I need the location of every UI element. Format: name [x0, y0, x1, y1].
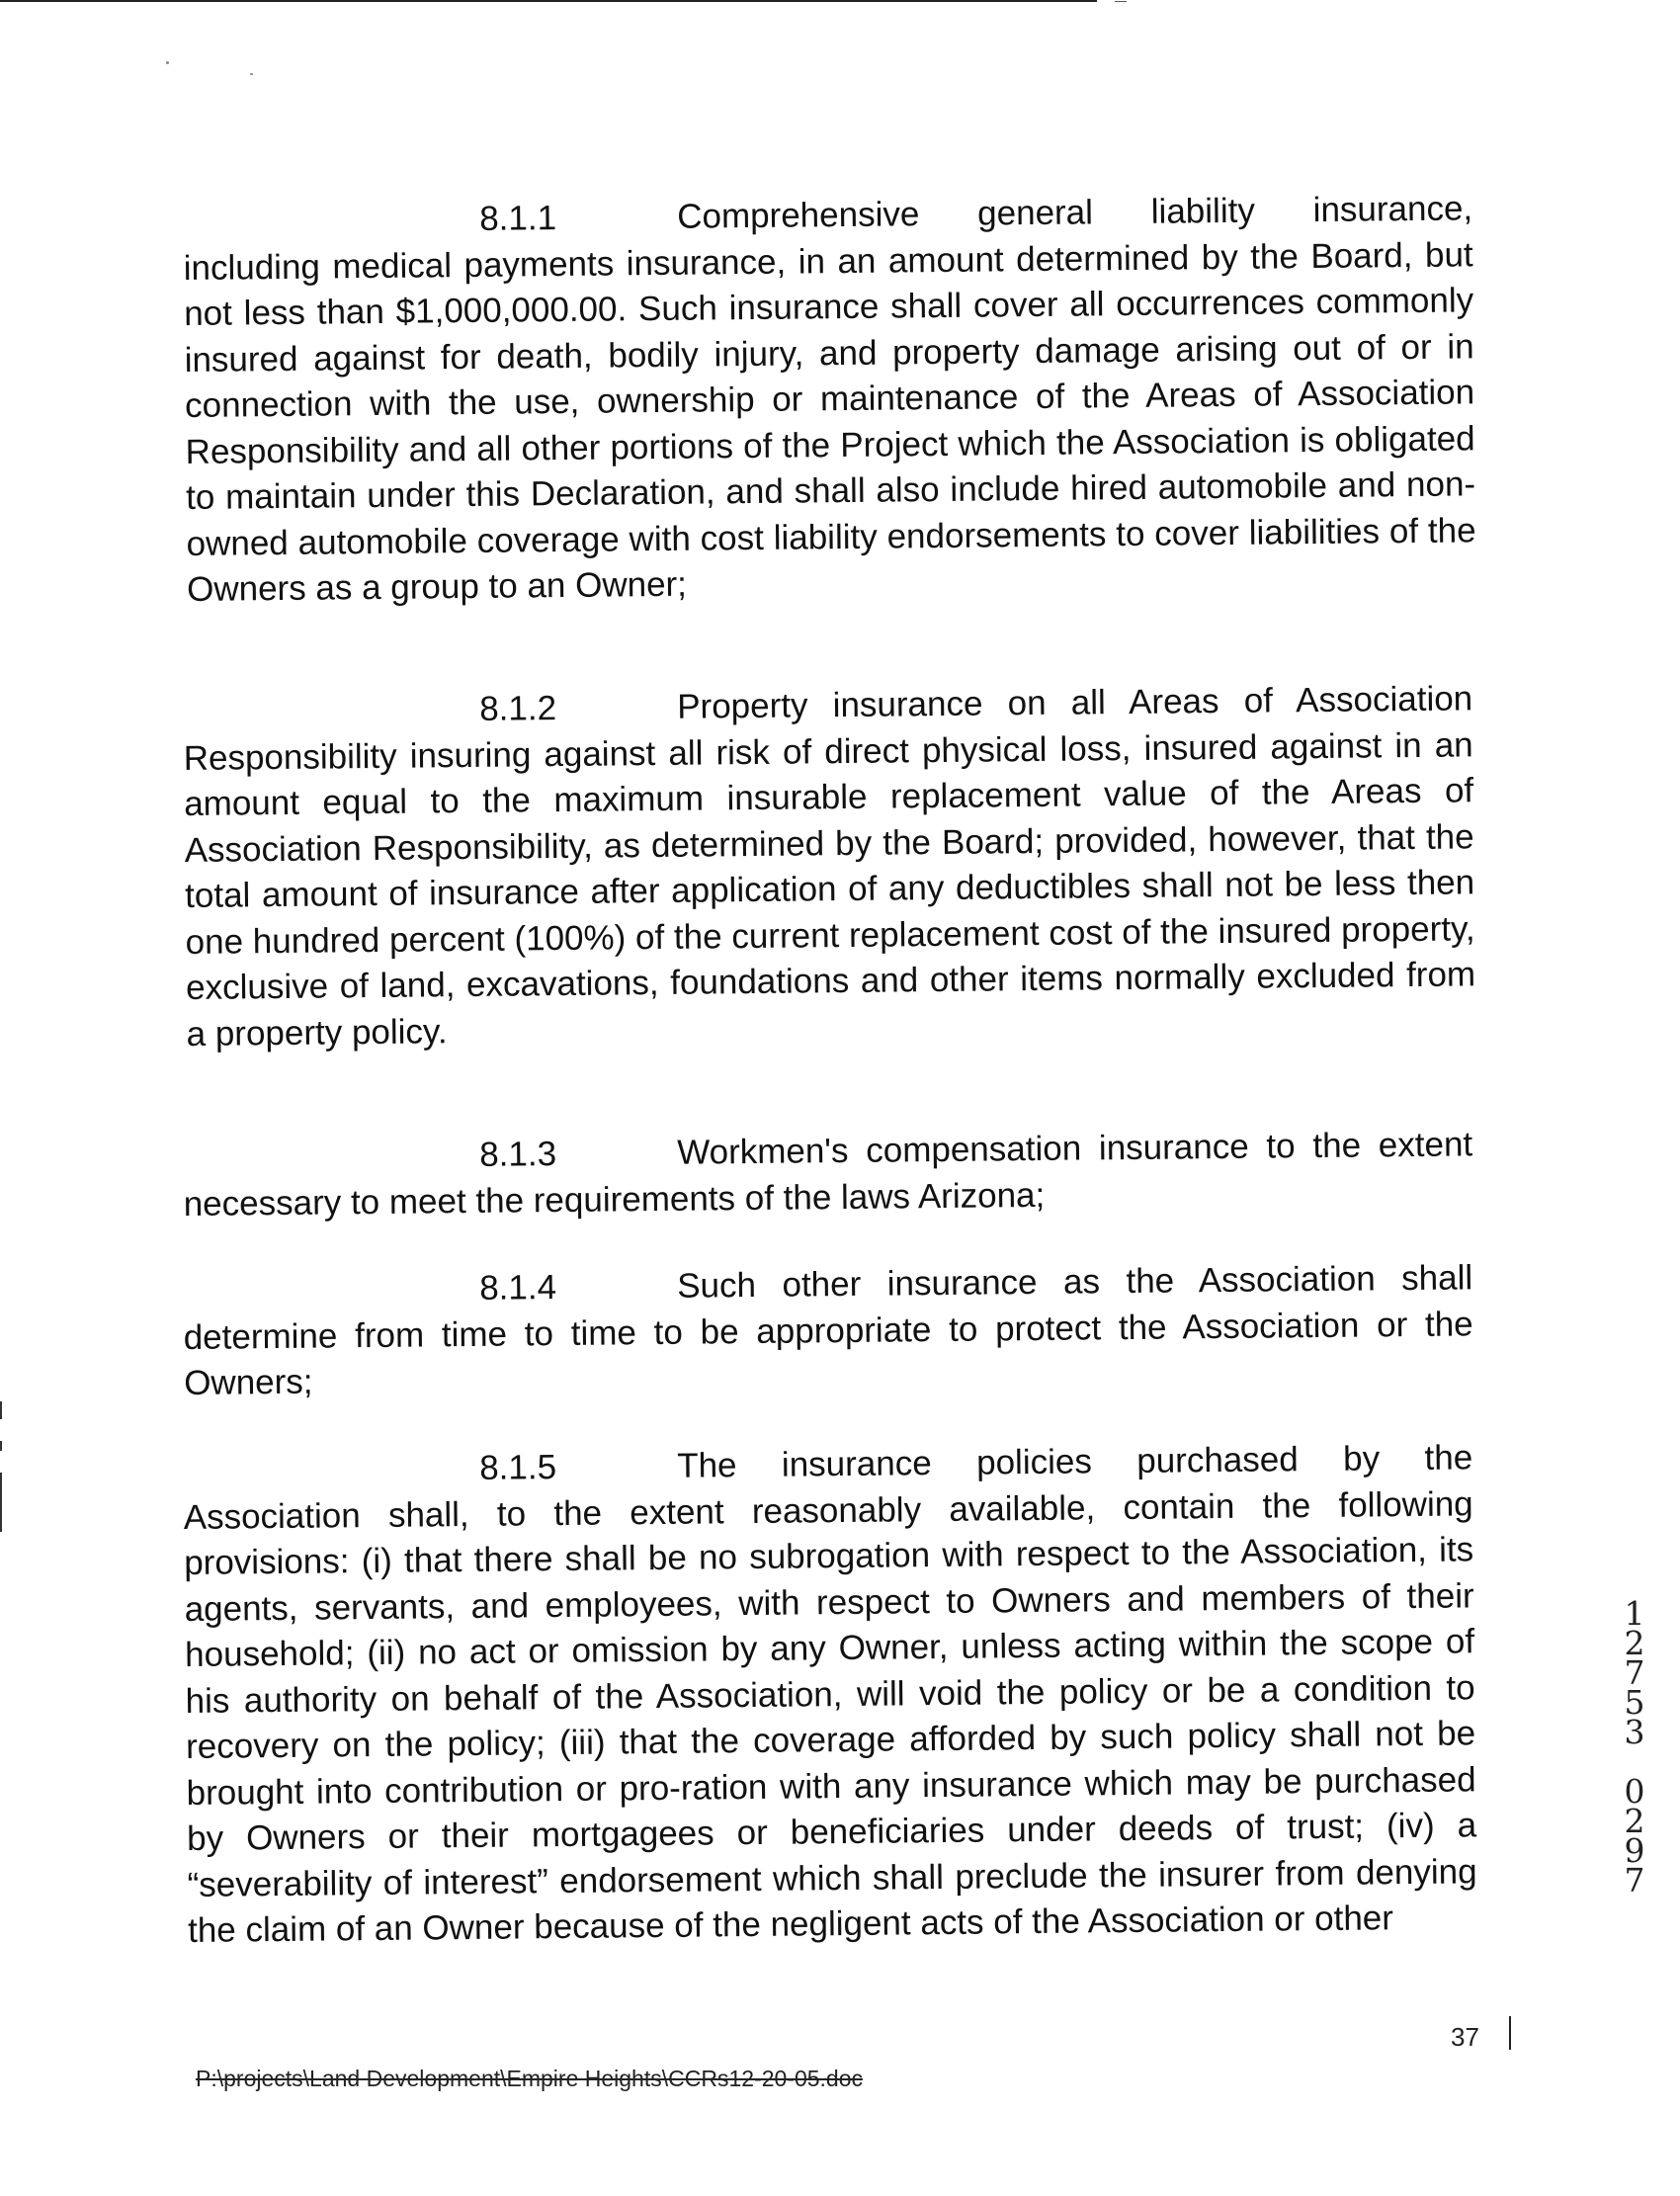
scan-top-edge-line — [0, 0, 1097, 2]
paragraph-8-1-5 — [183, 1435, 1477, 1954]
paragraph-text: Such other insurance as the Association shall determine from time to time to be appropriate to protect the Association or the Owners; — [183, 1258, 1473, 1402]
paragraph-8-1-2 — [183, 676, 1476, 1057]
scan-speck — [166, 61, 169, 64]
footer-file-path: P:\projects\Land Development\Empire Heights\CCRs12-20-05.doc — [196, 2066, 863, 2091]
paragraph-8-1-3 — [183, 1122, 1473, 1227]
paragraph-number: 8.1.1 — [479, 199, 557, 238]
recording-number-stamp: 1 2 7 5 3 0 2 9 7 — [1624, 1594, 1645, 1900]
scan-speck — [250, 73, 253, 75]
page-number-bar — [1509, 2016, 1511, 2050]
scan-left-edge-mark — [0, 1401, 2, 1419]
scan-top-edge-fragment — [1115, 1, 1127, 2]
scan-left-edge-mark — [0, 1441, 2, 1451]
paragraph-number: 8.1.2 — [479, 689, 557, 728]
paragraph-text: Workmen's compensation insurance to the extent necessary to meet the requirements of the laws Arizona; — [183, 1125, 1473, 1224]
scan-left-edge-mark — [0, 1473, 2, 1532]
paragraph-8-1-1 — [183, 186, 1476, 613]
paragraph-8-1-4 — [183, 1255, 1473, 1406]
page-number: 37 — [1451, 2022, 1479, 2052]
paragraph-text: The insurance policies purchased by the Association shall, to the extent reasonably available, contain the following provisions: (i) that there shall be no subrogation with respect to the Association, its agents, servants, and employees, with respect to Owners and members of their household; (ii) no act or omission by any Owner, unless acting within the scope of his authority on behalf of the Association, will void the policy or be a condition to recovery on the policy; (iii) that the coverage afforded by such policy shall not be brought into contribution or pro-ration with any insurance which may be purchased by Owners or their mortgagees or beneficiaries under deeds of trust; (iv) a “severability of interest” endorsement which shall preclude the insurer from denying the claim of an Owner because of the negligent acts of the Association or other — [183, 1438, 1477, 1950]
paragraph-number: 8.1.4 — [479, 1268, 557, 1308]
paragraph-number: 8.1.3 — [479, 1135, 557, 1174]
paragraph-text: Property insurance on all Areas of Association Responsibility insuring against all risk of direct physical loss, insured against in an amount equal to the maximum insurable replacement value of the Areas of Association Responsibility, as determined by the Board; provided, however, that the total amount of insurance after application of any deductibles shall not be less then one hundred percent (100%) of the current replacement cost of the insured property, exclusive of land, excavations, foundations and other items normally excluded from a property policy. — [183, 679, 1476, 1054]
paragraph-number: 8.1.5 — [479, 1448, 557, 1487]
paragraph-text: Comprehensive general liability insurance, including medical payments insurance, in an amount determined by the Board, but not less than $1,000,000.00. Such insurance shall cover all occurrences commonly insured against for death, bodily injury, and property damage arising out of or in connection with the use, ownership or maintenance of the Areas of Association Responsibility and all other portions of the Project which the Association is obligated to maintain under this Declaration, and shall also include hired automobile and non-owned automobile coverage with cost liability endorsements to cover liabilities of the Owners as a group to an Owner; — [183, 189, 1476, 609]
